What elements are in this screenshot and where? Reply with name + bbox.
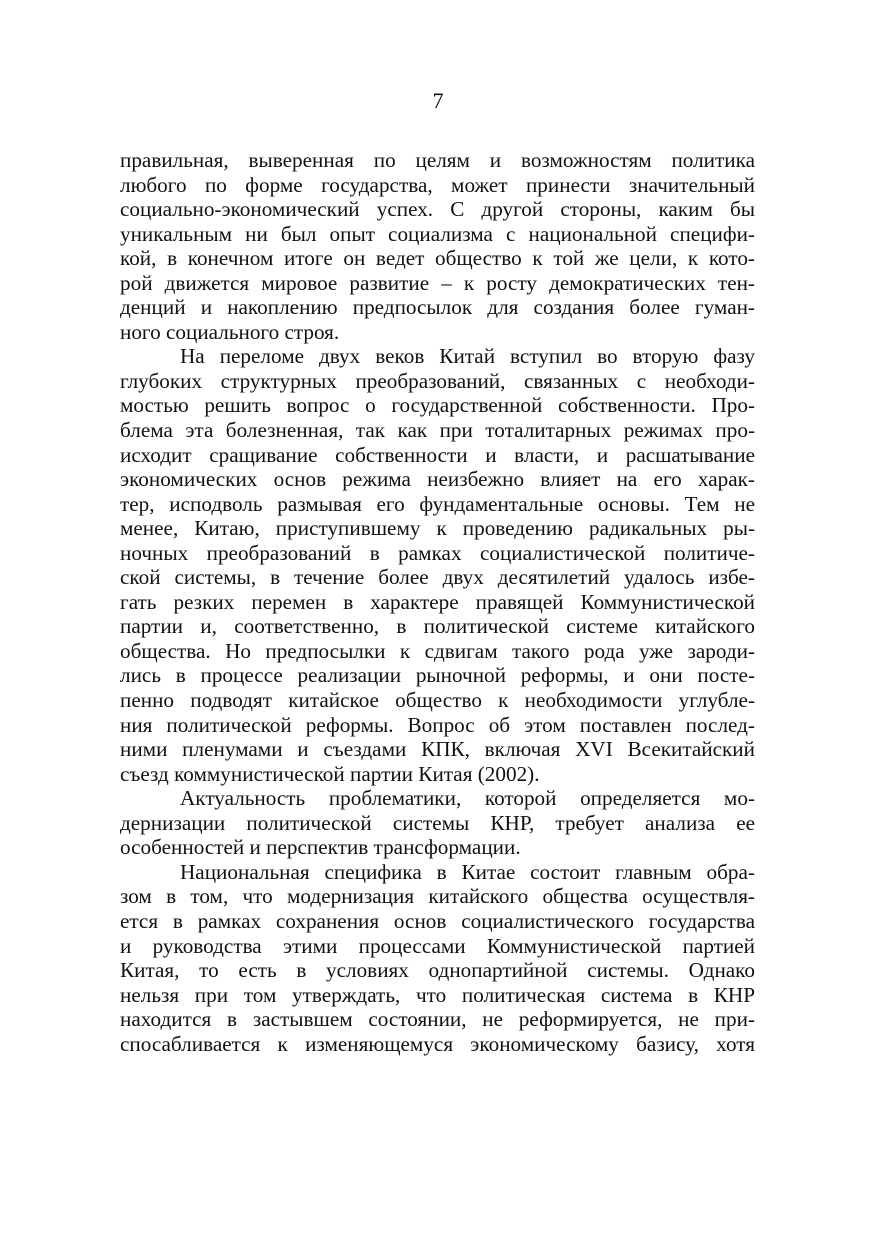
text-line: блема эта болезненная, так как при тоталитарных режимах про- [120,418,755,443]
text-line: зом в том, что модернизация китайского общества осуществля- [120,884,755,909]
text-line: Китая, то есть в условиях однопартийной системы. Однако [120,958,755,983]
text-line: ними пленумами и съездами КПК, включая XVI Всекитайский [120,737,755,762]
text-line: ночных преобразований в рамках социалистической политиче- [120,540,755,565]
text-line: нельзя при том утверждать, что политическая система в КНР [120,982,755,1007]
text-line: и руководства этими процессами Коммунистической партией [120,933,755,958]
page-number: 7 [432,88,444,113]
text-line: Актуальность проблематики, которой определяется мо- [180,786,755,811]
text-line: На переломе двух веков Китай вступил во вторую фазу [180,344,755,369]
text-line: экономических основ режима неизбежно влияет на его харак- [120,467,755,492]
body-text [120,148,755,1056]
text-line: уникальным ни был опыт социализма с национальной специфи- [120,221,755,246]
text-line: спосабливается к изменяющемуся экономическому базису, хотя [120,1031,755,1056]
text-line: любого по форме государства, может принести значительный [120,172,755,197]
text-line: исходит сращивание собственности и власти, и расшатывание [120,442,755,467]
text-line: Национальная специфика в Китае состоит главным обра- [180,859,755,884]
text-line: ного социального строя. [120,319,340,344]
text-line: менее, Китаю, приступившему к проведению радикальных ры- [120,516,755,541]
text-line: ния политической реформы. Вопрос об этом поставлен послед- [120,712,755,737]
text-line: кой, в конечном итоге он ведет общество к той же цели, к кото- [120,246,755,271]
text-line: партии и, соответственно, в политической системе китайского [120,614,755,639]
text-line: денций и накоплению предпосылок для создания более гуман- [120,295,755,320]
paragraph [120,860,755,1056]
text-line: социально-экономический успех. С другой стороны, каким бы [120,197,755,222]
text-line: рой движется мировое развитие – к росту демократических тен- [120,270,755,295]
text-line: находится в застывшем состоянии, не реформируется, не при- [120,1007,755,1032]
text-line: гать резких перемен в характере правящей Коммунистической [120,589,755,614]
paragraph [120,344,755,786]
text-line: мостью решить вопрос о государственной собственности. Про- [120,393,755,418]
text-line: пенно подводят китайское общество к необходимости углубле- [120,688,755,713]
text-line: правильная, выверенная по целям и возможностям политика [120,148,755,172]
paragraph [120,786,755,860]
text-line: ется в рамках сохранения основ социалистического государства [120,908,755,933]
text-line: ской системы, в течение более двух десятилетий удалось избе- [120,565,755,590]
text-line: съезд коммунистической партии Китая (2002). [120,761,540,786]
text-line: лись в процессе реализации рыночной реформы, и они посте- [120,663,755,688]
text-line: особенностей и перспектив трансформации. [120,835,521,860]
text-line: общества. Но предпосылки к сдвигам такого рода уже зароди- [120,638,755,663]
text-line: глубоких структурных преобразований, связанных с необходи- [120,368,755,393]
text-line: тер, исподволь размывая его фундаментальные основы. Тем не [120,491,755,516]
paragraph [120,148,755,344]
text-line: дернизации политической системы КНР, требует анализа ее [120,810,755,835]
